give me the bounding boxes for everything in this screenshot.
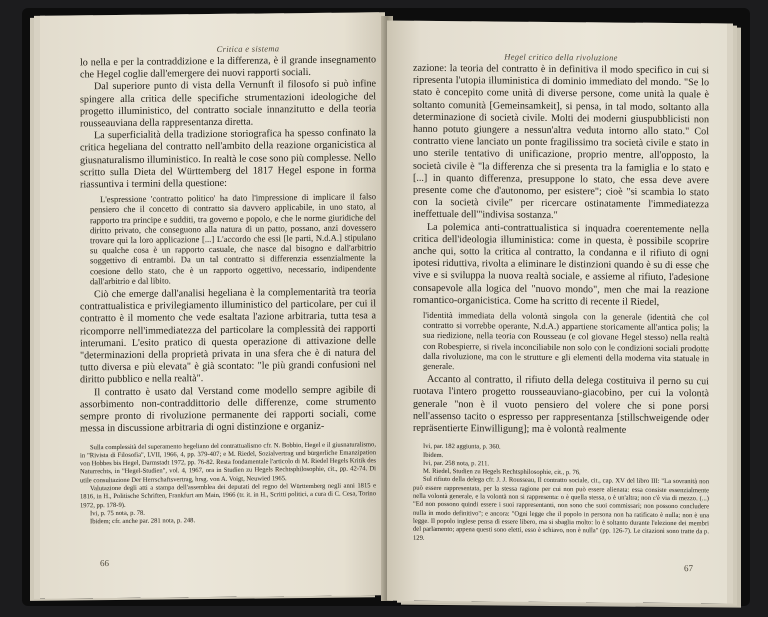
footnote: Ibidem. [423,451,444,459]
footnote: Ibidem; cfr. anche par. 281 nota, p. 248. [90,517,196,526]
left-body [80,54,376,191]
left-paragraph-5: Il contratto è usato dal Verstand come modello sempre agibile di assorbimento non-contraddittorio delle differenze, come strumento sempre pronto di rivoluzione permanente dei rapporti sociali, come messa in discussione arbitraria di ogni distinzione e organiz- [80,383,376,435]
footnote: M. Riedel, Studien zu Hegels Rechtsphilosophie, cit., p. 76. [423,468,581,477]
footnote: Sulla complessità del superamento hegeliano del contrattualismo cfr. N. Bobbio, Hegel e il giusnaturalismo, in "Rivista di Filosofia", LVII, 1966, 4, pp. 379-407; e M. Riedel, Sozialvertrag und bürgerliche Emanzipation von Hobbes bis Hegel, Darmstadt 1972, pp. 76-82. Resta fondamentale l'articolo di M. Riedel Hegels Kritik des Naturrechts, in "Hegel-Studien", vol. 4, 1967, ora in Studien zu Hegels Rechtsphilosophie, cit., pp. 42-74. Di utile consultazione Der Herrschaftsvertrag, hrsg. von A. Voigt, Neuwied 1965. [80,440,376,485]
left-running-head: Critica e sistema [216,43,280,54]
left-page-number: 66 [100,558,109,569]
right-blockquote: l'identità immediata della volontà singola con la generale (identità che col contratto si vorrebbe operante, N.d.A.) appartiene storicamente all'antica polis; la sua riedizione, nella teoria con Rousseau (e col giovane Hegel stesso) nella realtà con Robespierre, si rivela inconciliabile non solo con le condizioni sociali prodotte dalla rivoluzione, ma con le strutture e gli elementi della moderna vita statuale in generale. [423,309,709,372]
left-paragraph-2: Dal superiore punto di vista della Vernunft il filosofo si può infine spingere alla critica delle specifiche strumentazioni ideologiche del progetto illuministico, del contratto sociale innanzitutto e della teoria rousseauviana della rappresentanza diretta. [80,78,376,130]
right-page-number: 67 [684,563,693,574]
right-page [387,21,727,604]
footnote: Valutazione degli atti a stampa dell'assemblea dei deputati del regno del Württemberg negli anni 1815 e 1816, in H., Politische Schriften, Frankfurt am Main, 1966 (tr. it. in H., Scritti politici, a cura di C. Cesa, Torino 1972, pp. 178-9). [80,482,376,509]
left-paragraph-3: La superficialità della tradizione storiografica ha spesso confinato la critica hegeliana del contratto nell'ambito della reazione organicistica al giusnaturalismo illuministico. In realtà le cose sono più complesse. Nello scritto sulla Dieta del Württemberg del 1817 Hegel espone in forma riassuntiva i termini della questione: [80,127,376,191]
left-page [40,12,385,599]
right-body-continued [413,374,709,438]
right-paragraph-2: La polemica anti-contrattualistica si inquadra coerentemente nella critica dell'ideologia illuministica: come in questa, è possibile scoprire anche qui, sotto la critica al contratto, la condanna e il rifiuto di ogni ipotesi riduttiva, rivolta a eliminare le distinzioni quando è su di esse che vive e si sviluppa la nuova realtà sociale, e assieme al rifiuto, l'adesione consapevole alla logica del "nuovo mondo", men che mai la reazione romantico-organicistica. Come ha scritto di recente il Riedel, [413,221,709,308]
left-paragraph-4: Ciò che emerge dall'analisi hegeliana è la complementarità tra teoria contrattualistica e privilegiamento illuministico del particolare, per cui il contratto è il momento che vede esaltata l'azione arbitraria, tutta tesa a ricomporre nell'immediatezza del particolare la complessità dei rapporti interumani. L'esito pratico di questa operazione di attivazione delle "determinazioni della proprietà privata in una sfera che è di natura del tutto diversa e più elevata" è già scontato: "le più grandi confusioni nel diritto pubblico e nella realtà". [80,286,376,386]
right-running-head: Hegel critico della rivoluzione [504,51,618,63]
footnote: Ivi, p. 75 nota, p. 78. [90,509,145,518]
right-paragraph-3: Accanto al contratto, il rifiuto della delega costituiva il perno su cui ruotava l'intero progetto rousseauviano-giacobino, per cui la volontà generale "non è il vuoto pensiero del volere che si pone porsi nell'assenso tacito o espresso per rappresentanza [stillschweigende oder repräsentierte Einwilligung]; ma è volontà realmente [413,374,709,436]
footnote: Ivi, par. 258 nota, p. 211. [423,459,490,468]
left-blockquote: L'espressione 'contratto politico' ha dato l'impressione di implicare il falso pensiero che il concetto di contratto sia davvero applicabile, in uno stato, al rapporto tra principe e sudditi, tra governo e popolo, e che le norme giuridiche del diritto privato, che conseguono alla natura di un patto, possano, anzi dovessero trovare qui la loro applicazione [...] L'accordo che essi [le parti, N.d.A.] stipulano su qualche cosa è un rapporto casuale, che nasce dal bisogno e dall'arbitrio soggettivo di entrambi. Da un tal contratto si differenzia essenzialmente la coesione dello stato, che è un rapporto oggettivo, necessario, indipendente dall'arbitrio e dal libito. [90,191,376,287]
left-paragraph-1: lo nella e per la contraddizione e la differenza, è il grande insegnamento che Hegel coglie dall'emergere dei nuovi rapporti sociali. [80,54,376,81]
footnote: Sul rifiuto della delega cfr. J. J. Rousseau, Il contratto sociale, cit., cap. XV del libro III: "La sovranità non può essere rappresentata, per la stessa ragione per cui non può essere alienata: essa consiste essenzialmente nella volontà generale, e la volontà non si rappresenta: o è quella stessa, o è un'altra; non c'è via di mezzo. (...) "Ed non possono quindi essere i suoi rappresentanti, non sono che suoi commissari; non possono concludere nulla in modo definitivo"; e ancora: "Ogni legge che il popolo in persona non ha ratificato è nulla; non è una legge. Il popolo inglese pensa di essere libero, ma si sbaglia molto: lo è soltanto durante l'elezione dei membri del parlamento; appena questi sono eletti, esso è schiavo, non è nulla" (pp. 126-7). Le citazioni sono tratte da p. 129. [413,476,709,542]
left-body-continued [80,286,376,436]
right-paragraph-1: zazione: la teoria del contratto è in definitiva il modo specifico in cui si ripresenta l'utopia illuministica di dominio immediato del mondo. "Se lo stato è concepito come unità di diverse persone, come unità la quale è soltanto comunità [Gemeinsamkeit], si pensa, in tal modo, soltanto alla determinazione di società civile. Molti dei moderni giuspubblicisti non hanno potuto giungere a nessun'altra veduta intorno allo stato." Col contratto viene lanciato un ponte fragilissimo tra società civile e stato in uno sterile tentativo di unificazione, proprio mentre, all'opposto, la società civile è "la differenza che si presenta tra la famiglia e lo stato e [...] in quanto differenza, presuppone lo stato, che essa deve avere presente come che d'autonomo, per esistere"; cioè "si scambia lo stato con la società civile" per ricercare ostinatamente l'immediatezza ineffettuale dell'"indivisa sostanza." [413,62,709,222]
right-body [413,63,709,310]
right-footnotes [413,443,709,545]
left-footnotes [80,441,376,527]
footnote: Ivi, par. 182 aggiunta, p. 360. [423,443,501,451]
